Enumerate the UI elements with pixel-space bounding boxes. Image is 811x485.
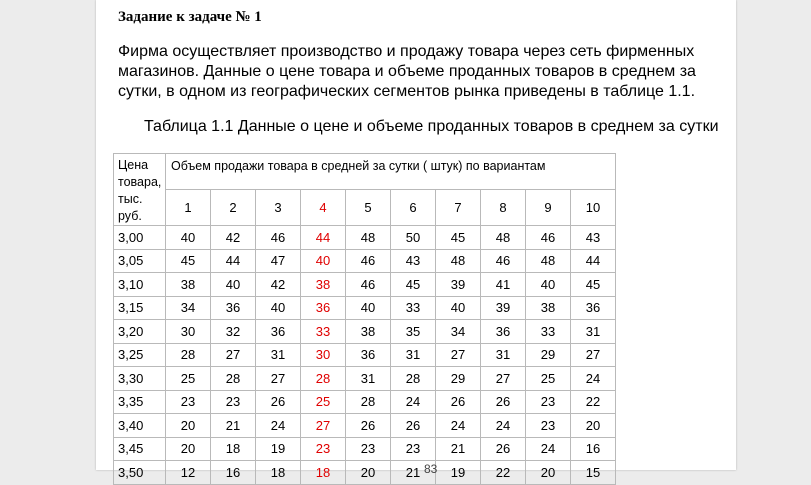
volume-cell: 26 <box>391 414 436 438</box>
volume-group-header: Объем продажи товара в средней за сутки ( штук) по вариантам <box>166 154 616 190</box>
volume-cell: 40 <box>256 296 301 320</box>
volume-cell: 21 <box>211 414 256 438</box>
volume-cell: 31 <box>481 343 526 367</box>
volume-cell: 24 <box>391 390 436 414</box>
price-cell: 3,10 <box>114 273 166 297</box>
volume-cell: 44 <box>211 249 256 273</box>
volume-cell: 46 <box>346 249 391 273</box>
table-row <box>114 390 616 414</box>
volume-cell: 48 <box>436 249 481 273</box>
price-cell: 3,30 <box>114 367 166 391</box>
variant-header: 1 <box>166 190 211 226</box>
document-page <box>96 0 736 480</box>
volume-cell: 29 <box>526 343 571 367</box>
page-number: 83 <box>424 462 438 476</box>
volume-cell: 42 <box>256 273 301 297</box>
volume-cell: 47 <box>256 249 301 273</box>
price-cell: 3,40 <box>114 414 166 438</box>
volume-cell: 21 <box>436 437 481 461</box>
volume-cell-highlighted: 36 <box>301 296 346 320</box>
volume-cell: 45 <box>391 273 436 297</box>
table-row <box>114 437 616 461</box>
volume-cell: 25 <box>166 367 211 391</box>
volume-cell: 40 <box>166 226 211 250</box>
task-paragraph: Фирма осуществляет производство и продажу товара через сеть фирменных магазинов. Данные о цене товара и объеме проданных товаров в среднем за сутки, в одном из географических сегментов рынка приведены в таблице 1.1. <box>118 43 696 100</box>
volume-cell-highlighted: 44 <box>301 226 346 250</box>
volume-cell: 32 <box>211 320 256 344</box>
volume-cell: 35 <box>391 320 436 344</box>
volume-cell: 22 <box>571 390 616 414</box>
volume-cell: 46 <box>256 226 301 250</box>
variant-header: 8 <box>481 190 526 226</box>
price-cell: 3,45 <box>114 437 166 461</box>
table-row <box>114 226 616 250</box>
volume-cell: 31 <box>346 367 391 391</box>
volume-cell: 38 <box>526 296 571 320</box>
volume-cell-highlighted: 27 <box>301 414 346 438</box>
price-volume-table <box>113 153 616 485</box>
price-cell: 3,20 <box>114 320 166 344</box>
variant-header: 2 <box>211 190 256 226</box>
volume-cell: 36 <box>481 320 526 344</box>
volume-cell: 46 <box>481 249 526 273</box>
volume-cell: 28 <box>166 343 211 367</box>
volume-cell: 24 <box>436 414 481 438</box>
volume-cell: 27 <box>211 343 256 367</box>
volume-cell: 31 <box>571 320 616 344</box>
volume-cell-highlighted: 33 <box>301 320 346 344</box>
variant-header: 6 <box>391 190 436 226</box>
table-row <box>114 273 616 297</box>
volume-cell: 45 <box>436 226 481 250</box>
volume-cell: 34 <box>166 296 211 320</box>
volume-cell: 48 <box>481 226 526 250</box>
volume-cell: 28 <box>391 367 436 391</box>
volume-cell-highlighted: 28 <box>301 367 346 391</box>
volume-cell: 28 <box>211 367 256 391</box>
volume-cell: 40 <box>211 273 256 297</box>
volume-cell: 23 <box>526 414 571 438</box>
variant-header: 5 <box>346 190 391 226</box>
volume-cell: 24 <box>256 414 301 438</box>
volume-cell: 26 <box>346 414 391 438</box>
volume-cell: 30 <box>166 320 211 344</box>
variant-header: 10 <box>571 190 616 226</box>
volume-cell: 15 <box>571 461 616 485</box>
volume-cell: 20 <box>346 461 391 485</box>
volume-cell: 45 <box>571 273 616 297</box>
volume-cell: 38 <box>166 273 211 297</box>
volume-cell: 40 <box>436 296 481 320</box>
volume-cell: 25 <box>526 367 571 391</box>
volume-cell: 18 <box>256 461 301 485</box>
table-row <box>114 461 616 485</box>
volume-cell: 19 <box>436 461 481 485</box>
volume-cell: 43 <box>391 249 436 273</box>
volume-cell: 27 <box>571 343 616 367</box>
table-row <box>114 343 616 367</box>
volume-cell: 40 <box>526 273 571 297</box>
volume-cell: 21 <box>391 461 436 485</box>
volume-cell: 22 <box>481 461 526 485</box>
volume-cell-highlighted: 38 <box>301 273 346 297</box>
volume-cell: 42 <box>211 226 256 250</box>
table-row <box>114 367 616 391</box>
table-row <box>114 414 616 438</box>
volume-cell: 38 <box>346 320 391 344</box>
volume-cell: 34 <box>436 320 481 344</box>
volume-cell: 46 <box>346 273 391 297</box>
task-heading: Задание к задаче № 1 <box>118 9 262 25</box>
volume-cell: 16 <box>571 437 616 461</box>
volume-cell: 48 <box>526 249 571 273</box>
variant-header-highlighted: 4 <box>301 190 346 226</box>
volume-cell: 24 <box>571 367 616 391</box>
volume-cell: 31 <box>391 343 436 367</box>
volume-cell: 23 <box>211 390 256 414</box>
volume-cell: 24 <box>481 414 526 438</box>
price-cell: 3,50 <box>114 461 166 485</box>
volume-cell: 27 <box>436 343 481 367</box>
volume-cell: 28 <box>346 390 391 414</box>
table-header-row <box>114 154 616 190</box>
price-cell: 3,25 <box>114 343 166 367</box>
volume-cell: 50 <box>391 226 436 250</box>
variant-header: 3 <box>256 190 301 226</box>
volume-cell: 29 <box>436 367 481 391</box>
volume-cell: 23 <box>526 390 571 414</box>
price-cell: 3,00 <box>114 226 166 250</box>
volume-cell-highlighted: 25 <box>301 390 346 414</box>
table-row <box>114 320 616 344</box>
price-cell: 3,15 <box>114 296 166 320</box>
volume-cell: 40 <box>346 296 391 320</box>
volume-cell: 26 <box>256 390 301 414</box>
volume-cell: 36 <box>256 320 301 344</box>
volume-cell-highlighted: 23 <box>301 437 346 461</box>
volume-cell: 27 <box>256 367 301 391</box>
volume-cell: 26 <box>481 390 526 414</box>
volume-cell: 33 <box>391 296 436 320</box>
variant-header: 9 <box>526 190 571 226</box>
volume-cell-highlighted: 30 <box>301 343 346 367</box>
volume-cell: 46 <box>526 226 571 250</box>
volume-cell: 39 <box>481 296 526 320</box>
price-cell: 3,35 <box>114 390 166 414</box>
volume-cell: 26 <box>436 390 481 414</box>
volume-cell: 27 <box>481 367 526 391</box>
volume-cell: 45 <box>166 249 211 273</box>
volume-cell: 19 <box>256 437 301 461</box>
volume-cell: 36 <box>571 296 616 320</box>
volume-cell: 48 <box>346 226 391 250</box>
variant-header: 7 <box>436 190 481 226</box>
volume-cell: 36 <box>346 343 391 367</box>
table-caption: Таблица 1.1 Данные о цене и объеме проданных товаров в среднем за сутки <box>144 118 719 135</box>
volume-cell: 26 <box>481 437 526 461</box>
volume-cell: 44 <box>571 249 616 273</box>
price-cell: 3,05 <box>114 249 166 273</box>
table-body <box>114 154 616 485</box>
volume-cell: 20 <box>571 414 616 438</box>
volume-cell-highlighted: 18 <box>301 461 346 485</box>
volume-cell: 24 <box>526 437 571 461</box>
volume-cell: 43 <box>571 226 616 250</box>
volume-cell: 12 <box>166 461 211 485</box>
volume-cell: 23 <box>391 437 436 461</box>
volume-cell: 20 <box>166 437 211 461</box>
price-column-header: Цена товара, тыс. руб. <box>114 154 166 226</box>
volume-cell: 18 <box>211 437 256 461</box>
table-row <box>114 296 616 320</box>
volume-cell-highlighted: 40 <box>301 249 346 273</box>
volume-cell: 41 <box>481 273 526 297</box>
variant-header-row <box>114 190 616 226</box>
volume-cell: 36 <box>211 296 256 320</box>
table-row <box>114 249 616 273</box>
volume-cell: 16 <box>211 461 256 485</box>
volume-cell: 39 <box>436 273 481 297</box>
volume-cell: 31 <box>256 343 301 367</box>
volume-cell: 33 <box>526 320 571 344</box>
volume-cell: 23 <box>166 390 211 414</box>
volume-cell: 23 <box>346 437 391 461</box>
volume-cell: 20 <box>166 414 211 438</box>
volume-cell: 20 <box>526 461 571 485</box>
